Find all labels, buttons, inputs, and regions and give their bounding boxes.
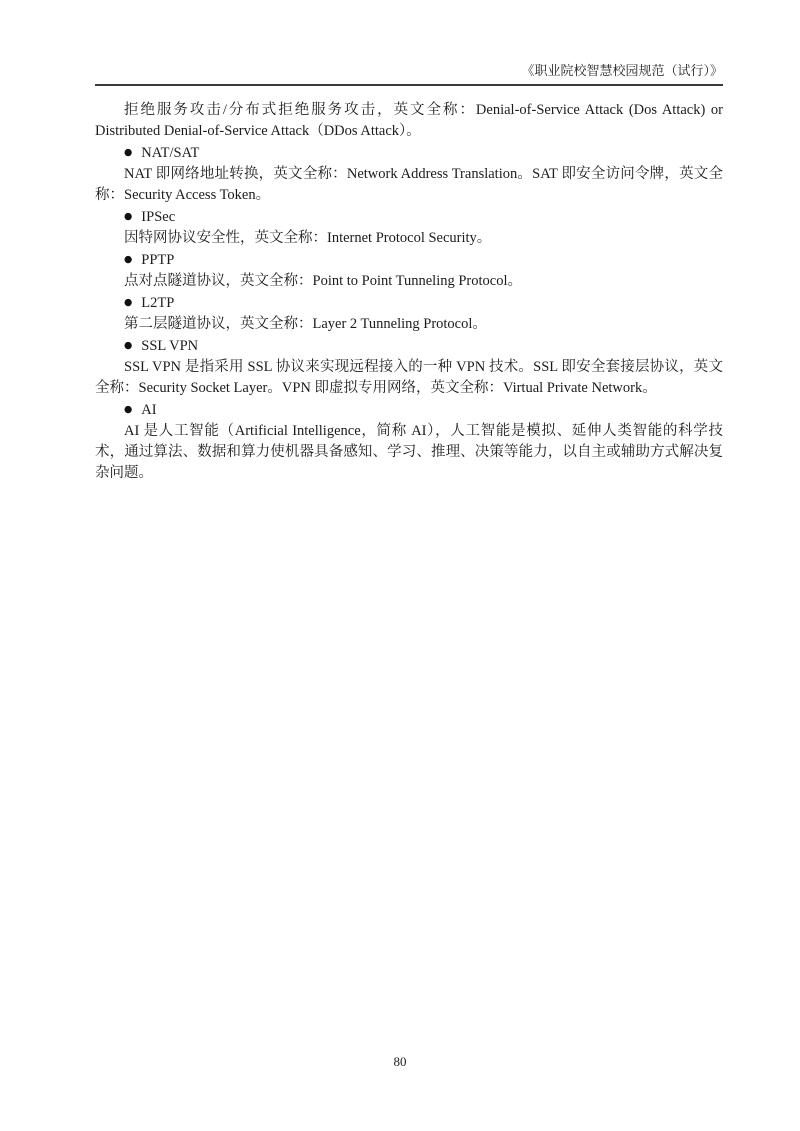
bullet-label-nat-sat: NAT/SAT <box>141 145 200 161</box>
bullet-item-l2tp <box>95 292 723 314</box>
paragraph-pptp: 点对点隧道协议，英文全称：Point to Point Tunneling Protocol。 <box>124 273 522 289</box>
paragraph-l2tp: 第二层隧道协议，英文全称：Layer 2 Tunneling Protocol。 <box>124 316 487 332</box>
bullet-icon: ● <box>124 404 133 415</box>
document-body <box>95 100 723 484</box>
paragraph-ssl-vpn: SSL VPN 是指采用 SSL 协议来实现远程接入的一种 VPN 技术。SSL 即安全套接层协议，英文全称：Security Socket Layer。VPN 即虚拟专用网络，英文全称：Virtual Private Network。 <box>95 359 723 396</box>
bullet-item-ipsec <box>95 206 723 228</box>
bullet-icon: ● <box>124 297 133 308</box>
bullet-item-ssl-vpn <box>95 335 723 357</box>
bullet-item-pptp <box>95 249 723 271</box>
page-header <box>95 0 723 86</box>
bullet-item-nat-sat <box>95 142 723 164</box>
bullet-icon: ● <box>124 147 133 158</box>
bullet-label-pptp: PPTP <box>141 252 175 268</box>
bullet-label-ai: AI <box>141 402 157 418</box>
bullet-icon: ● <box>124 340 133 351</box>
running-header-title: 《职业院校智慧校园规范（试行）》 <box>521 63 723 78</box>
page-footer <box>0 1054 800 1070</box>
paragraph-ai: AI 是人工智能（Artificial Intelligence，简称 AI），人工智能是模拟、延伸人类智能的科学技术，通过算法、数据和算力使机器具备感知、学习、推理、决策等能力，以自主或辅助方式解决复杂问题。 <box>95 423 723 481</box>
bullet-item-ai <box>95 399 723 421</box>
paragraph-nat-sat: NAT 即网络地址转换，英文全称：Network Address Translation。SAT 即安全访问令牌，英文全称：Security Access Token。 <box>95 166 723 203</box>
bullet-label-l2tp: L2TP <box>141 295 175 311</box>
bullet-icon: ● <box>124 211 133 222</box>
bullet-label-ssl-vpn: SSL VPN <box>141 338 199 354</box>
bullet-label-ipsec: IPSec <box>141 209 176 225</box>
page-number: 80 <box>393 1054 407 1069</box>
paragraph-ipsec: 因特网协议安全性，英文全称：Internet Protocol Security。 <box>124 230 492 246</box>
bullet-icon: ● <box>124 254 133 265</box>
paragraph-dos-attack: 拒绝服务攻击/分布式拒绝服务攻击，英文全称：Denial-of-Service Attack (Dos Attack) or Distributed Denial-of-Service Attack（DDos Attack）。 <box>95 102 723 139</box>
